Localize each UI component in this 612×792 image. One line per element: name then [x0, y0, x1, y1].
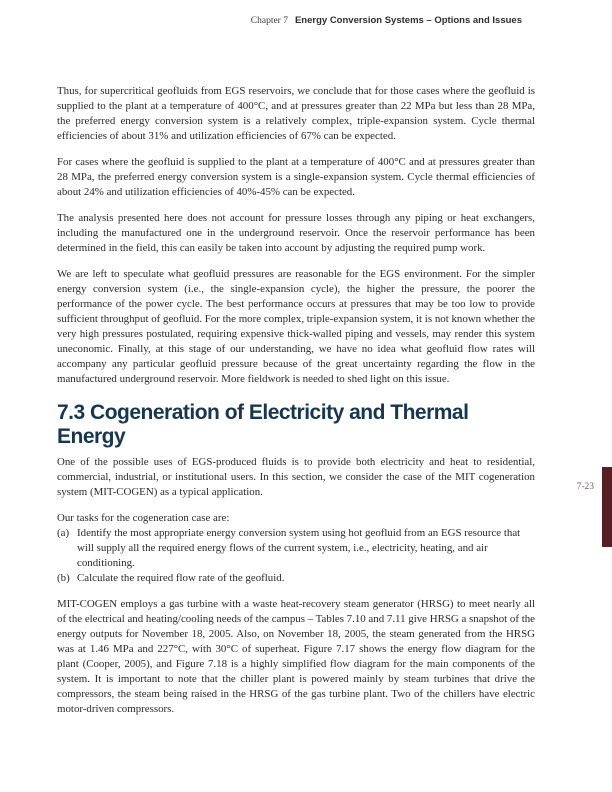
task-label-b: (b)	[57, 572, 70, 584]
task-text-a: Identify the most appropriate energy conversion system using hot geofluid from an EGS resource that will supply all the required energy flows of the current system, i.e., electricity, heating, and air conditioning.	[77, 527, 521, 569]
paragraph-pressure-losses: The analysis presented here does not account for pressure losses through any piping or heat exchangers, including the manufactured one in the underground reservoir. Once the reservoir performance has been determined in the field, this can easily be taken into account by adjusting the required pump work.	[57, 212, 535, 254]
paragraph-supercritical-geofluids: Thus, for supercritical geofluids from EGS reservoirs, we conclude that for those cases where the geofluid is supplied to the plant at a temperature of 400°C, and at pressures greater than 22 MPa but less than 28 MPa, the preferred energy conversion system is a relatively complex, triple-expansion system. Cycle thermal efficiencies of about 31% and utilization efficiencies of 67% can be expected.	[57, 85, 535, 142]
task-list-intro: Our tasks for the cogeneration case are:	[57, 512, 230, 524]
paragraph-single-expansion: For cases where the geofluid is supplied to the plant at a temperature of 400°C and at pressures greater than 28 MPa, the preferred energy conversion system is a single-expansion system. Cycle thermal efficiencies of about 24% and utilization efficiencies of 40%-45% can be expected.	[57, 156, 535, 198]
paragraph-egs-uses: One of the possible uses of EGS-produced fluids is to provide both electricity and heat to residential, commercial, industrial, or institutional users. In this section, we consider the case of the MIT cogeneration system (MIT-COGEN) as a typical application.	[57, 456, 535, 498]
paragraph-geofluid-pressures: We are left to speculate what geofluid pressures are reasonable for the EGS environment. For the simpler energy conversion system (i.e., the single-expansion cycle), the higher the pressure, the poorer the performance of the power cycle. The best performance occurs at pressures that may be too low to provide sufficient throughput of geofluid. For the more complex, triple-expansion system, it is not known whether the very high pressures postulated, requiring expensive thick-walled piping and vessels, may render this system uneconomic. Finally, at this stage of our understanding, we have no idea what geofluid flow rates will accompany any particular geofluid pressure because of the great uncertainty regarding the flow in the manufactured underground reservoir. More fieldwork is needed to shed light on this issue.	[57, 268, 535, 385]
page-body	[57, 84, 535, 717]
task-text-b: Calculate the required flow rate of the geofluid.	[77, 572, 285, 584]
chapter-title: Energy Conversion Systems – Options and Issues	[294, 15, 522, 26]
chapter-label: Chapter 7	[250, 16, 288, 26]
page-number: 7-23	[576, 482, 594, 492]
task-item-a	[57, 526, 535, 571]
running-header	[251, 15, 522, 27]
task-label-a: (a)	[57, 527, 70, 539]
task-list	[57, 511, 535, 586]
paragraph-mit-cogen: MIT-COGEN employs a gas turbine with a waste heat-recovery steam generator (HRSG) to meet nearly all of the electrical and heating/cooling needs of the campus – Tables 7.10 and 7.11 give HRSG a snapshot of the energy outputs for November 18, 2005. Also, on November 18, 2005, the steam generated from the HRSG was at 1.46 MPa and 227°C, with 30°C of superheat. Figure 7.17 shows the energy flow diagram for the plant (Cooper, 2005), and Figure 7.18 is a highly simplified flow diagram for the main components of the system. It is important to note that the chiller plant is powered mainly by steam turbines that drive the compressors, the steam being raised in the HRSG of the gas turbine plant. Two of the chillers have electric motor-driven compressors.	[57, 598, 536, 715]
section-heading: 7.3 Cogeneration of Electricity and Thermal Energy	[57, 401, 469, 448]
section-edge-tab	[602, 467, 612, 547]
task-item-b	[57, 571, 535, 586]
